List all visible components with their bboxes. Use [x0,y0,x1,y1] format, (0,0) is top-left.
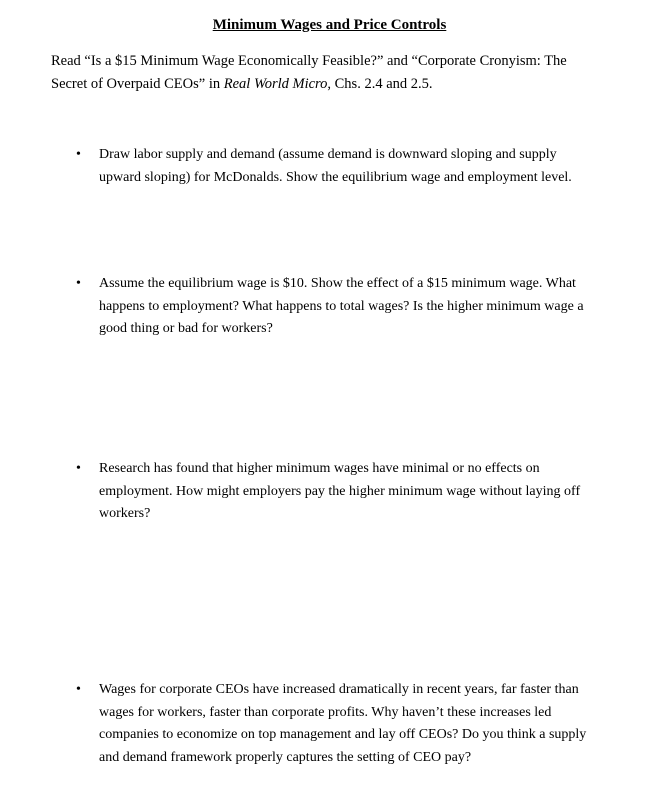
bullet-icon: • [76,276,81,291]
book-title: Real World Micro [223,76,328,92]
question-2-line-2: happens to employment? What happens to total wages? Is the higher minimum wage a [99,298,584,314]
question-1-line-2: upward sloping) for McDonalds. Show the equilibrium wage and employment level. [99,169,572,185]
question-4-line-1: Wages for corporate CEOs have increased dramatically in recent years, far faster than [99,682,579,697]
intro-line-2-pre: Secret of Overpaid CEOs” in [51,76,224,92]
question-3-text [99,458,631,526]
question-4-line-3: companies to economize on top management and lay off CEOs? Do you think a supply [99,727,587,742]
question-4-line-4: and demand framework properly captures the setting of CEO pay? [99,749,472,765]
question-3-line-1: Research has found that higher minimum wages have minimal or no effects on [99,461,540,476]
question-1-line-1: Draw labor supply and demand (assume demand is downward sloping and supply [99,147,557,162]
intro-line-2 [51,73,611,96]
question-3 [76,458,631,526]
bullet-icon: • [76,147,81,162]
question-2-line-1: Assume the equilibrium wage is $10. Show the effect of a $15 minimum wage. What [99,276,576,291]
bullet-icon: • [76,461,81,476]
question-4-line-2: wages for workers, faster than corporate profits. Why haven’t these increases led [99,704,552,720]
question-4 [76,679,631,769]
question-4-text [99,679,631,769]
question-2-text [99,273,631,341]
intro-paragraph [51,50,611,96]
question-2-line-3: good thing or bad for workers? [99,321,273,336]
question-2 [76,273,631,341]
question-1 [76,144,631,189]
question-1-text [99,144,631,189]
question-3-line-2: employment. How might employers pay the higher minimum wage without laying off [99,483,581,499]
intro-line-2-post: , Chs. 2.4 and 2.5. [327,76,433,92]
document-title: Minimum Wages and Price Controls [212,17,447,33]
intro-line-1: Read “Is a $15 Minimum Wage Economically Feasible?” and “Corporate Cronyism: The [51,53,567,69]
bullet-icon: • [76,682,81,697]
question-3-line-3: workers? [99,506,151,521]
